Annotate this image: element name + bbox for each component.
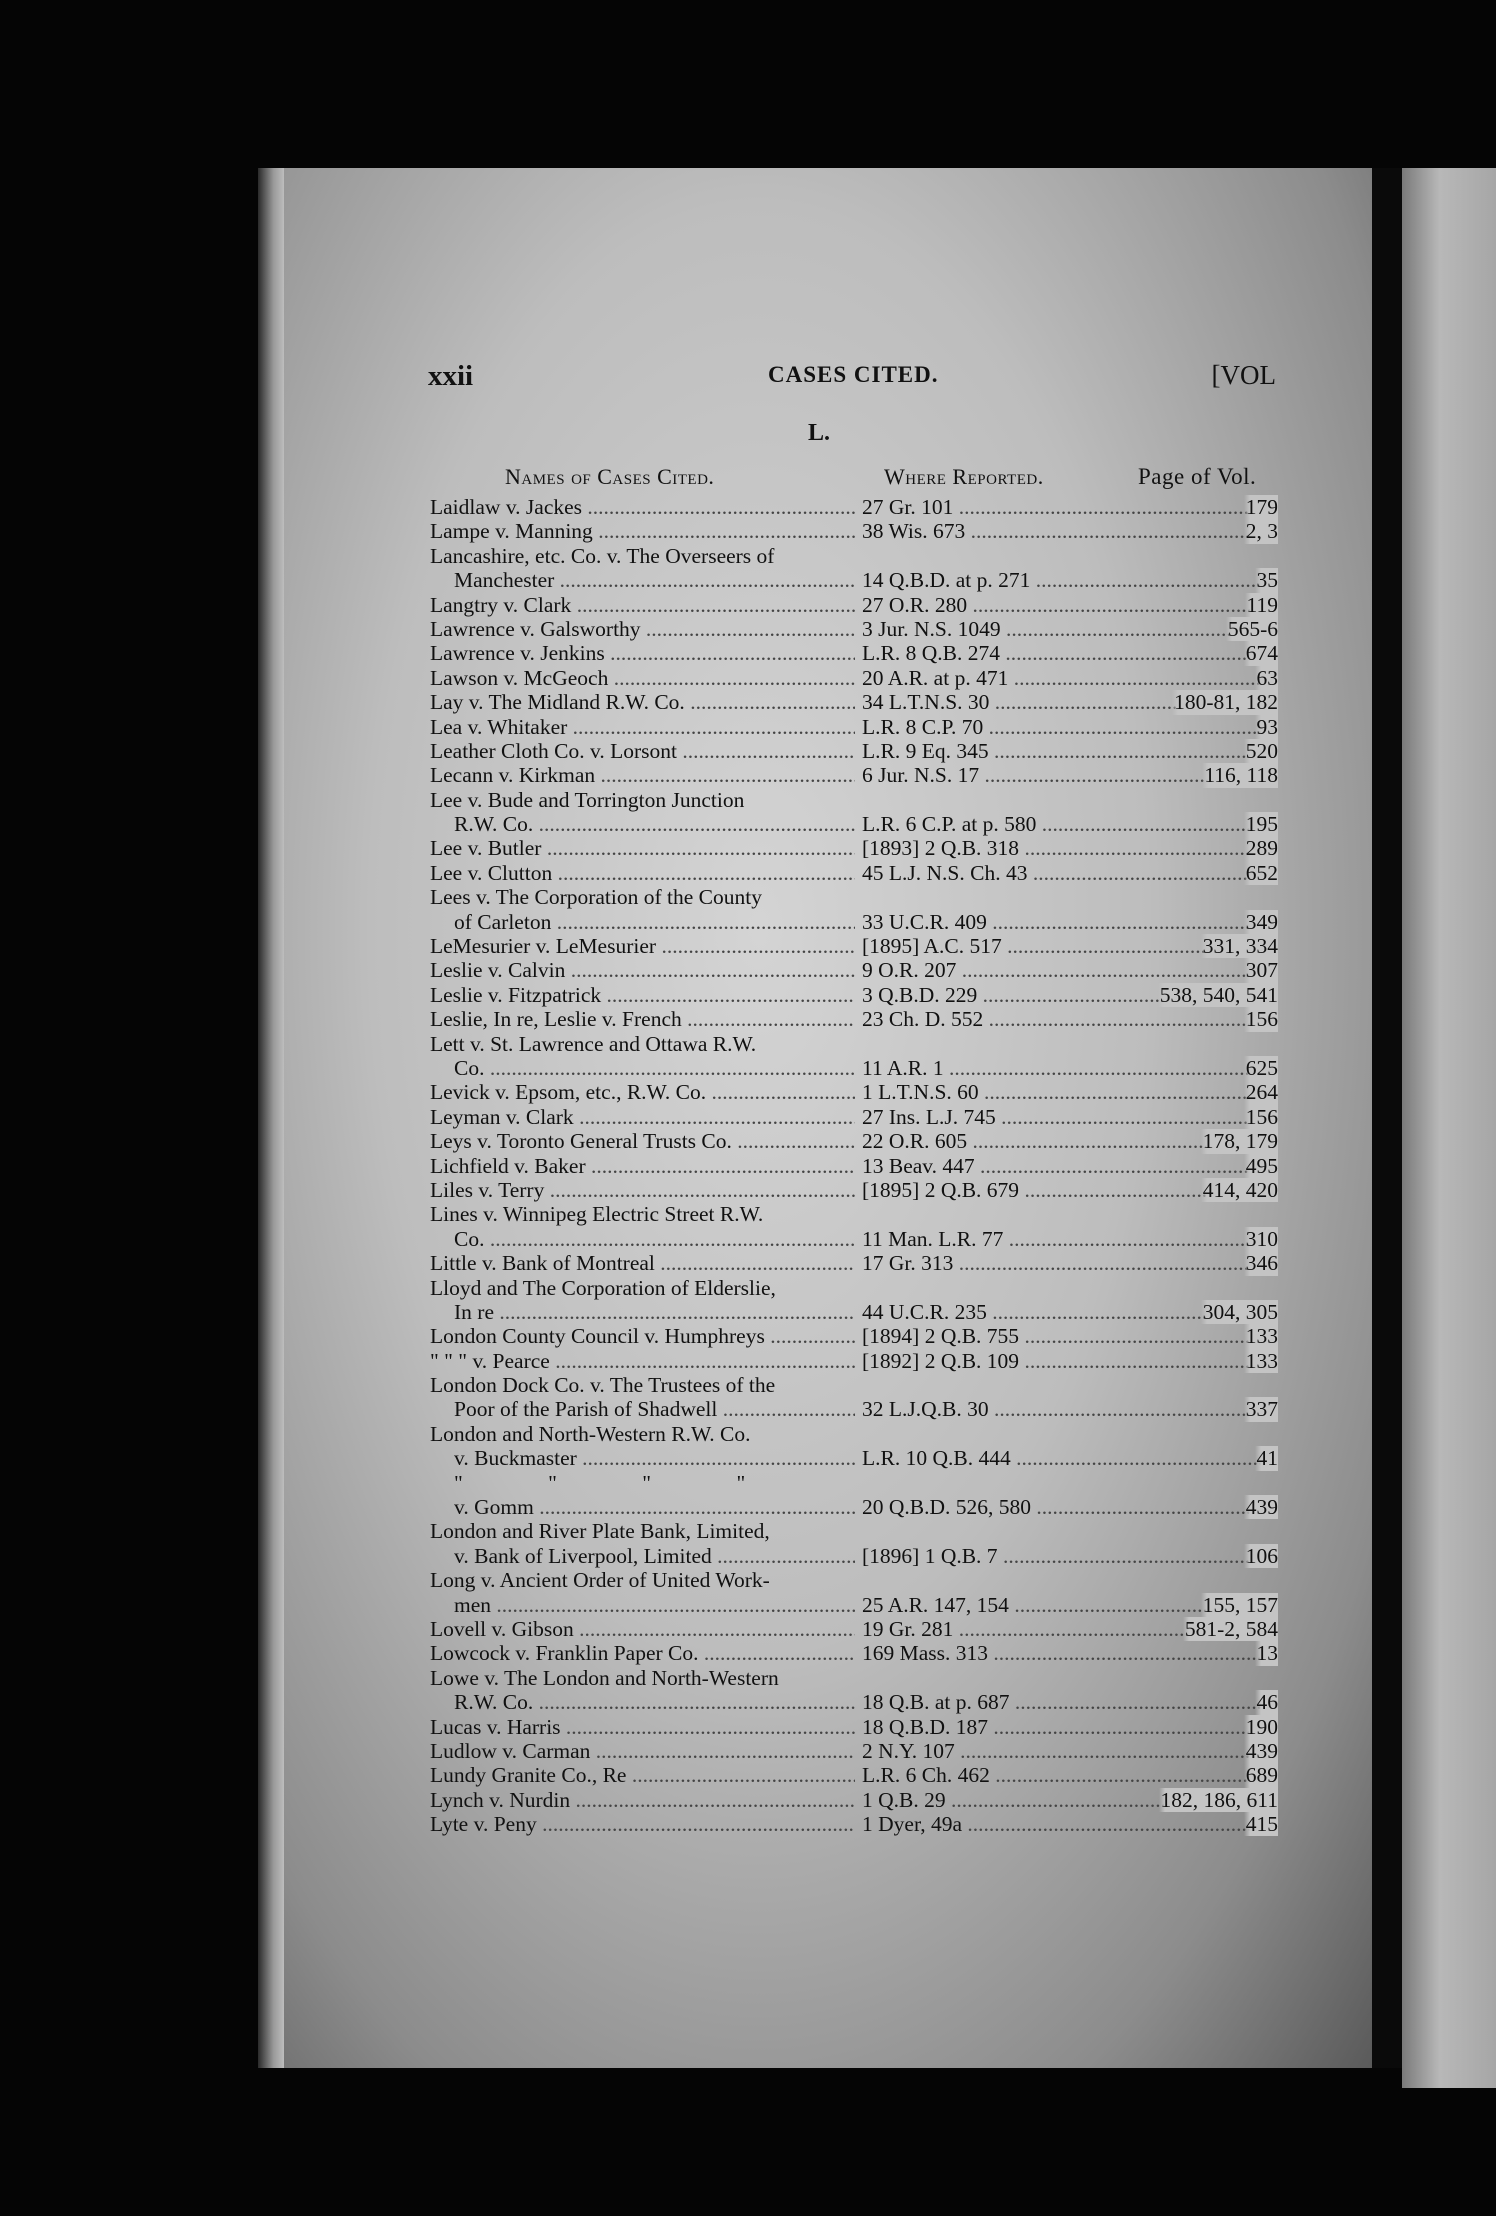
case-page: 625	[1245, 1055, 1278, 1080]
case-name: Langtry v. Clark .....	[430, 593, 855, 617]
case-name: Poor of the Parish of Shadwell .....	[430, 1397, 855, 1421]
case-page: 179	[1245, 495, 1278, 519]
case-name: Ludlow v. Carman .....	[430, 1739, 855, 1763]
case-report: 11 Man. L.R. 77 .....	[862, 1227, 1278, 1251]
case-report: 27 Ins. L.J. 745 .....	[862, 1105, 1278, 1129]
case-entry	[430, 1080, 1278, 1104]
case-name: Lyte v. Peny .....	[430, 1812, 855, 1836]
case-name: Levick v. Epsom, etc., R.W. Co. .....	[430, 1080, 855, 1104]
case-page: 13	[1256, 1641, 1278, 1666]
case-report: 1 L.T.N.S. 60 .....	[862, 1080, 1278, 1104]
case-page: 106	[1245, 1543, 1278, 1568]
case-page: 35	[1256, 568, 1278, 593]
case-page: 337	[1245, 1397, 1278, 1422]
case-entry	[430, 934, 1278, 958]
case-entry	[430, 1349, 1278, 1373]
case-name: Long v. Ancient Order of United Work-	[430, 1568, 770, 1593]
case-name: LeMesurier v. LeMesurier .....	[430, 934, 855, 958]
case-entry	[430, 1373, 1278, 1397]
case-name: Leslie v. Calvin .....	[430, 958, 855, 982]
case-entry	[430, 1495, 1278, 1519]
case-report: 2 N.Y. 107 .....	[862, 1739, 1278, 1763]
case-report: L.R. 8 C.P. 70 .....	[862, 715, 1278, 739]
case-report: 20 Q.B.D. 526, 580 .....	[862, 1495, 1278, 1519]
case-entry	[430, 1763, 1278, 1787]
case-report: L.R. 8 Q.B. 274 .....	[862, 641, 1278, 665]
case-report: 1 Dyer, 49a .....	[862, 1812, 1278, 1836]
case-name: Lynch v. Nurdin .....	[430, 1788, 855, 1812]
case-page: 538, 540, 541	[1159, 982, 1278, 1007]
case-page: 689	[1245, 1763, 1278, 1788]
case-name: of Carleton .....	[430, 910, 855, 934]
case-entry	[430, 1471, 1278, 1495]
case-name: Lee v. Clutton .....	[430, 861, 855, 885]
case-entry	[430, 763, 1278, 787]
case-report: 14 Q.B.D. at p. 271 .....	[862, 568, 1278, 592]
case-page: 180-81, 182	[1174, 690, 1278, 715]
page-number: xxii	[428, 360, 474, 392]
case-report: L.R. 10 Q.B. 444 .....	[862, 1446, 1278, 1470]
case-entry	[430, 885, 1278, 909]
case-name: Lee v. Bude and Torrington Junction	[430, 787, 745, 812]
case-entry	[430, 690, 1278, 714]
case-page: 46	[1256, 1690, 1278, 1715]
case-report: [1894] 2 Q.B. 755 .....	[862, 1324, 1278, 1348]
case-name: " " " v. Pearce .....	[430, 1349, 855, 1373]
case-name: Laidlaw v. Jackes .....	[430, 495, 855, 519]
case-report: 169 Mass. 313 .....	[862, 1641, 1278, 1665]
case-page: 439	[1245, 1495, 1278, 1520]
case-entry	[430, 1324, 1278, 1348]
case-page: 63	[1256, 665, 1278, 690]
case-name: " " " "	[454, 1470, 786, 1495]
case-entry	[430, 1544, 1278, 1568]
case-page: 133	[1245, 1324, 1278, 1349]
case-name: Lea v. Whitaker .....	[430, 715, 855, 739]
case-name: In re .....	[430, 1300, 855, 1324]
case-name: R.W. Co. .....	[430, 1690, 855, 1714]
case-page: 310	[1245, 1226, 1278, 1251]
case-report: 18 Q.B. at p. 687 .....	[862, 1690, 1278, 1714]
case-name: Lawrence v. Jenkins .....	[430, 641, 855, 665]
case-page: 119	[1246, 592, 1278, 617]
case-report: 22 O.R. 605 .....	[862, 1129, 1278, 1153]
facing-page-edge	[1402, 168, 1496, 2088]
case-page: 195	[1245, 812, 1278, 837]
case-name: v. Gomm .....	[430, 1495, 855, 1519]
case-entry	[430, 861, 1278, 885]
case-entry	[430, 1788, 1278, 1812]
case-report: 17 Gr. 313 .....	[862, 1251, 1278, 1275]
case-name: Lecann v. Kirkman .....	[430, 763, 855, 787]
column-header-page: Page of Vol.	[1138, 464, 1257, 489]
case-page: 415	[1245, 1812, 1278, 1837]
case-report: 25 A.R. 147, 154 .....	[862, 1593, 1278, 1617]
case-page: 41	[1256, 1446, 1278, 1471]
page-spine-shadow	[258, 168, 284, 2068]
case-entry	[430, 1300, 1278, 1324]
case-report: 9 O.R. 207 .....	[862, 958, 1278, 982]
case-name: Lett v. St. Lawrence and Ottawa R.W.	[430, 1031, 757, 1056]
case-page: 414, 420	[1202, 1177, 1278, 1202]
case-page: 674	[1245, 641, 1278, 666]
case-entry	[430, 1641, 1278, 1665]
case-report: 27 O.R. 280 .....	[862, 593, 1278, 617]
case-page: 264	[1245, 1080, 1278, 1105]
case-report: 38 Wis. 673 .....	[862, 519, 1278, 543]
case-report: [1895] A.C. 517 .....	[862, 934, 1278, 958]
case-entry	[430, 568, 1278, 592]
case-page: 289	[1245, 836, 1278, 861]
case-page: 2, 3	[1245, 519, 1278, 544]
case-report: 32 L.J.Q.B. 30 .....	[862, 1397, 1278, 1421]
case-page: 520	[1245, 738, 1278, 763]
case-page: 581-2, 584	[1184, 1616, 1278, 1641]
case-page: 178, 179	[1202, 1129, 1278, 1154]
case-page: 182, 186, 611	[1160, 1787, 1278, 1812]
case-entry	[430, 739, 1278, 763]
case-entry	[430, 1154, 1278, 1178]
volume-marker: [VOL	[1211, 360, 1276, 390]
case-entry	[430, 617, 1278, 641]
case-name: Lovell v. Gibson .....	[430, 1617, 855, 1641]
case-page: 565-6	[1227, 616, 1278, 641]
case-entry	[430, 1276, 1278, 1300]
case-entry	[430, 788, 1278, 812]
case-report: [1896] 1 Q.B. 7 .....	[862, 1544, 1278, 1568]
case-report: [1895] 2 Q.B. 679 .....	[862, 1178, 1278, 1202]
case-page: 307	[1245, 958, 1278, 983]
running-header	[428, 360, 1276, 400]
case-page: 349	[1245, 909, 1278, 934]
case-page: 116, 118	[1204, 763, 1278, 788]
cases-list	[430, 495, 1278, 1836]
case-entry	[430, 544, 1278, 568]
case-page: 439	[1245, 1738, 1278, 1763]
book-gutter	[1372, 168, 1402, 2068]
case-name: v. Buckmaster .....	[430, 1446, 855, 1470]
case-name: London Dock Co. v. The Trustees of the	[430, 1373, 776, 1398]
case-name: Lines v. Winnipeg Electric Street R.W.	[430, 1202, 764, 1227]
case-entry	[430, 1593, 1278, 1617]
case-report: 19 Gr. 281 .....	[862, 1617, 1278, 1641]
column-header-names: Names of Cases Cited.	[505, 464, 715, 489]
case-entry	[430, 1519, 1278, 1543]
case-name: Lees v. The Corporation of the County	[430, 885, 762, 910]
case-entry	[430, 519, 1278, 543]
case-report: 20 A.R. at p. 471 .....	[862, 666, 1278, 690]
case-name: Lucas v. Harris .....	[430, 1715, 855, 1739]
case-name: Lawrence v. Galsworthy .....	[430, 617, 855, 641]
case-name: Lowe v. The London and North-Western	[430, 1665, 779, 1690]
case-name: men .....	[430, 1593, 855, 1617]
case-entry	[430, 666, 1278, 690]
case-page: 495	[1245, 1153, 1278, 1178]
case-entry	[430, 1056, 1278, 1080]
case-entry	[430, 1129, 1278, 1153]
case-report: 45 L.J. N.S. Ch. 43 .....	[862, 861, 1278, 885]
case-name: Lawson v. McGeoch .....	[430, 666, 855, 690]
case-name: Leyman v. Clark .....	[430, 1105, 855, 1129]
case-page: 156	[1245, 1007, 1278, 1032]
case-report: 3 Q.B.D. 229 .....	[862, 983, 1278, 1007]
case-report: 44 U.C.R. 235 .....	[862, 1300, 1278, 1324]
case-entry	[430, 1251, 1278, 1275]
case-entry	[430, 1397, 1278, 1421]
case-entry	[430, 1227, 1278, 1251]
case-report: 6 Jur. N.S. 17 .....	[862, 763, 1278, 787]
case-name: Lichfield v. Baker .....	[430, 1154, 855, 1178]
case-name: London County Council v. Humphreys .....	[430, 1324, 855, 1348]
case-page: 331, 334	[1202, 934, 1278, 959]
case-page: 93	[1256, 714, 1278, 739]
case-name: v. Bank of Liverpool, Limited .....	[430, 1544, 855, 1568]
case-name: Leys v. Toronto General Trusts Co. .....	[430, 1129, 855, 1153]
case-entry	[430, 958, 1278, 982]
case-entry	[430, 1812, 1278, 1836]
case-report: L.R. 9 Eq. 345 .....	[862, 739, 1278, 763]
case-entry	[430, 910, 1278, 934]
case-name: Lowcock v. Franklin Paper Co. .....	[430, 1641, 855, 1665]
case-page: 155, 157	[1202, 1592, 1278, 1617]
case-name: Co. .....	[430, 1056, 855, 1080]
case-report: 23 Ch. D. 552 .....	[862, 1007, 1278, 1031]
case-name: Lloyd and The Corporation of Elderslie,	[430, 1275, 776, 1300]
case-name: Lancashire, etc. Co. v. The Overseers of	[430, 543, 775, 568]
case-entry	[430, 715, 1278, 739]
case-report: L.R. 6 C.P. at p. 580 .....	[862, 812, 1278, 836]
case-name: R.W. Co. .....	[430, 812, 855, 836]
case-name: London and North-Western R.W. Co.	[430, 1421, 751, 1446]
case-name: Little v. Bank of Montreal .....	[430, 1251, 855, 1275]
case-name: Manchester .....	[430, 568, 855, 592]
case-entry	[430, 1666, 1278, 1690]
case-name: Lampe v. Manning .....	[430, 519, 855, 543]
case-entry	[430, 1032, 1278, 1056]
case-entry	[430, 1105, 1278, 1129]
case-entry	[430, 1446, 1278, 1470]
case-entry	[430, 1568, 1278, 1592]
case-entry	[430, 1690, 1278, 1714]
case-report: 3 Jur. N.S. 1049 .....	[862, 617, 1278, 641]
case-report: 34 L.T.N.S. 30 .....	[862, 690, 1278, 714]
case-entry	[430, 836, 1278, 860]
case-report: [1892] 2 Q.B. 109 .....	[862, 1349, 1278, 1373]
running-title: CASES CITED.	[768, 362, 939, 387]
case-page: 304, 305	[1202, 1299, 1278, 1324]
case-entry	[430, 495, 1278, 519]
case-report: 11 A.R. 1 .....	[862, 1056, 1278, 1080]
case-name: Co. .....	[430, 1227, 855, 1251]
case-entry	[430, 983, 1278, 1007]
case-page: 652	[1245, 860, 1278, 885]
case-entry	[430, 1007, 1278, 1031]
case-report: 13 Beav. 447 .....	[862, 1154, 1278, 1178]
case-entry	[430, 1178, 1278, 1202]
case-entry	[430, 1422, 1278, 1446]
case-entry	[430, 1617, 1278, 1641]
case-page: 346	[1245, 1251, 1278, 1276]
case-entry	[430, 812, 1278, 836]
case-entry	[430, 1202, 1278, 1226]
section-letter: L.	[808, 420, 831, 446]
case-name: Lundy Granite Co., Re .....	[430, 1763, 855, 1787]
case-name: Liles v. Terry .....	[430, 1178, 855, 1202]
case-name: Lee v. Butler .....	[430, 836, 855, 860]
case-report: 27 Gr. 101 .....	[862, 495, 1278, 519]
case-report: [1893] 2 Q.B. 318 .....	[862, 836, 1278, 860]
case-name: Lay v. The Midland R.W. Co. .....	[430, 690, 855, 714]
case-report: 33 U.C.R. 409 .....	[862, 910, 1278, 934]
case-name: London and River Plate Bank, Limited,	[430, 1519, 770, 1544]
case-page: 133	[1245, 1348, 1278, 1373]
case-report: 1 Q.B. 29 .....	[862, 1788, 1278, 1812]
case-page: 190	[1245, 1714, 1278, 1739]
case-name: Leather Cloth Co. v. Lorsont .....	[430, 739, 855, 763]
case-report: L.R. 6 Ch. 462 .....	[862, 1763, 1278, 1787]
case-entry	[430, 593, 1278, 617]
case-report: 18 Q.B.D. 187 .....	[862, 1715, 1278, 1739]
case-name: Leslie v. Fitzpatrick .....	[430, 983, 855, 1007]
column-header-where: Where Reported.	[884, 464, 1044, 489]
case-page: 156	[1245, 1104, 1278, 1129]
case-name: Leslie, In re, Leslie v. French .....	[430, 1007, 855, 1031]
case-entry	[430, 641, 1278, 665]
case-entry	[430, 1715, 1278, 1739]
case-entry	[430, 1739, 1278, 1763]
